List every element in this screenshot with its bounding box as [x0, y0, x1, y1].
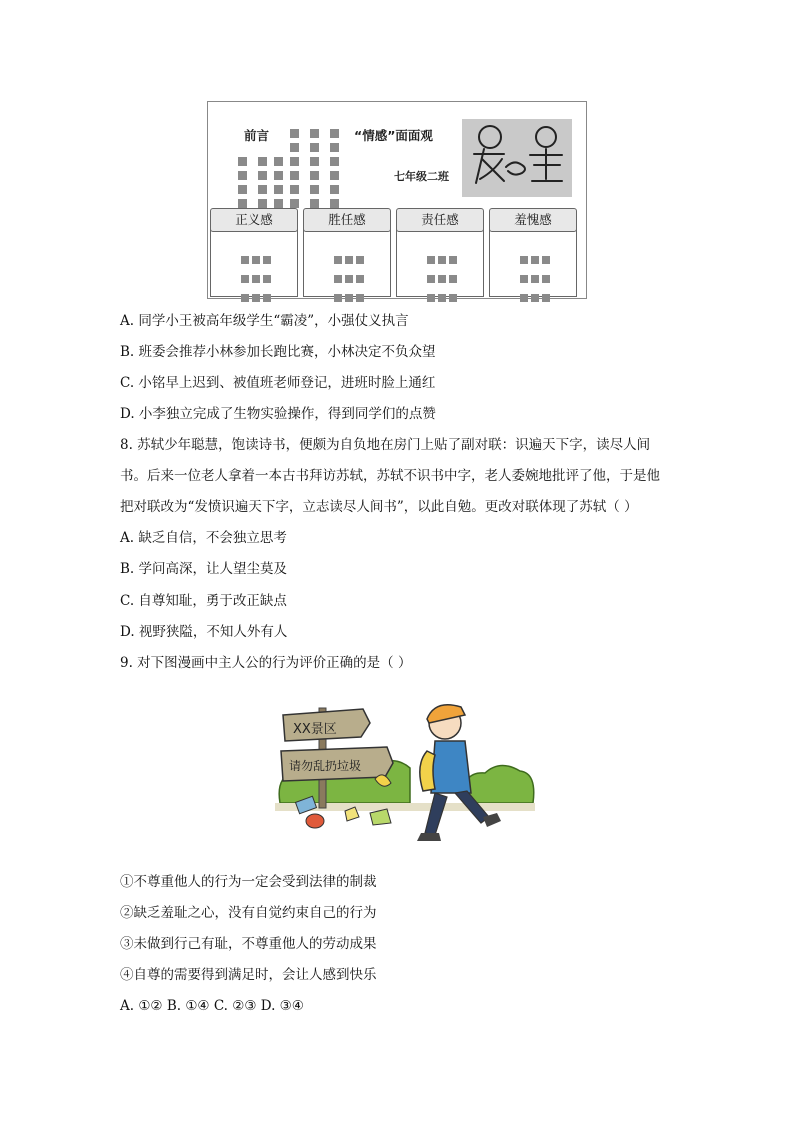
q8-option-b: B. 学问高深，让人望尘莫及	[120, 561, 288, 577]
q7-option-b: B. 班委会推荐小林参加长跑比赛，小林决定不负众望	[120, 344, 436, 360]
q9-answer-options: A. ①② B. ①④ C. ②③ D. ③④	[120, 998, 304, 1014]
tab-responsibility-label: 责任感	[396, 208, 484, 232]
q8-stem-line-3: 把对联改为“发愤识遍天下字，立志读尽人间书”，以此自勉。更改对联体现了苏轼（ ）	[120, 499, 638, 515]
feelings-board-illustration	[207, 101, 587, 299]
q7-option-d: D. 小李独立完成了生物实验操作，得到同学们的点赞	[120, 406, 436, 422]
comic-sign-scenic-area: XX景区	[293, 722, 337, 737]
friendship-handshake-image	[462, 119, 572, 197]
q7-option-a: A. 同学小王被高年级学生“霸凌”，小强仗义执言	[120, 313, 409, 329]
card-responsibility	[396, 212, 484, 297]
tab-shame-label: 羞愧感	[489, 208, 577, 232]
board-title: “情感”面面观	[354, 128, 433, 143]
q9-statement-2: ②缺乏羞耻之心，没有自觉约束自己的行为	[120, 905, 377, 921]
card-competence	[303, 212, 391, 297]
tab-competence-label: 胜任感	[303, 208, 391, 232]
comic-sign-no-littering: 请勿乱扔垃圾	[289, 759, 362, 773]
litter-comic-illustration	[275, 693, 535, 858]
board-foreword: 前言	[244, 128, 270, 143]
q9-statement-3: ③未做到行己有耻，不尊重他人的劳动成果	[120, 936, 377, 952]
q8-stem-line-2: 书。后来一位老人拿着一本古书拜访苏轼，苏轼不识书中字，老人委婉地批评了他，于是他	[120, 468, 660, 484]
q8-option-c: C. 自尊知耻，勇于改正缺点	[120, 593, 287, 609]
tab-justice-label: 正义感	[210, 208, 298, 232]
board-class-label: 七年级二班	[394, 170, 449, 183]
q9-statement-4: ④自尊的需要得到满足时，会让人感到快乐	[120, 967, 377, 983]
q8-option-d: D. 视野狭隘，不知人外有人	[120, 624, 288, 640]
q7-option-c: C. 小铭早上迟到、被值班老师登记，进班时脸上通红	[120, 375, 436, 391]
q9-statement-1: ①不尊重他人的行为一定会受到法律的制裁	[120, 874, 377, 890]
q8-option-a: A. 缺乏自信，不会独立思考	[120, 530, 287, 546]
q8-stem-line-1: 8. 苏轼少年聪慧，饱读诗书，便颇为自负地在房门上贴了副对联：识遍天下字，读尽人间	[120, 437, 651, 453]
card-justice	[210, 212, 298, 297]
card-shame	[489, 212, 577, 297]
q9-stem: 9. 对下图漫画中主人公的行为评价正确的是（ ）	[120, 655, 412, 671]
